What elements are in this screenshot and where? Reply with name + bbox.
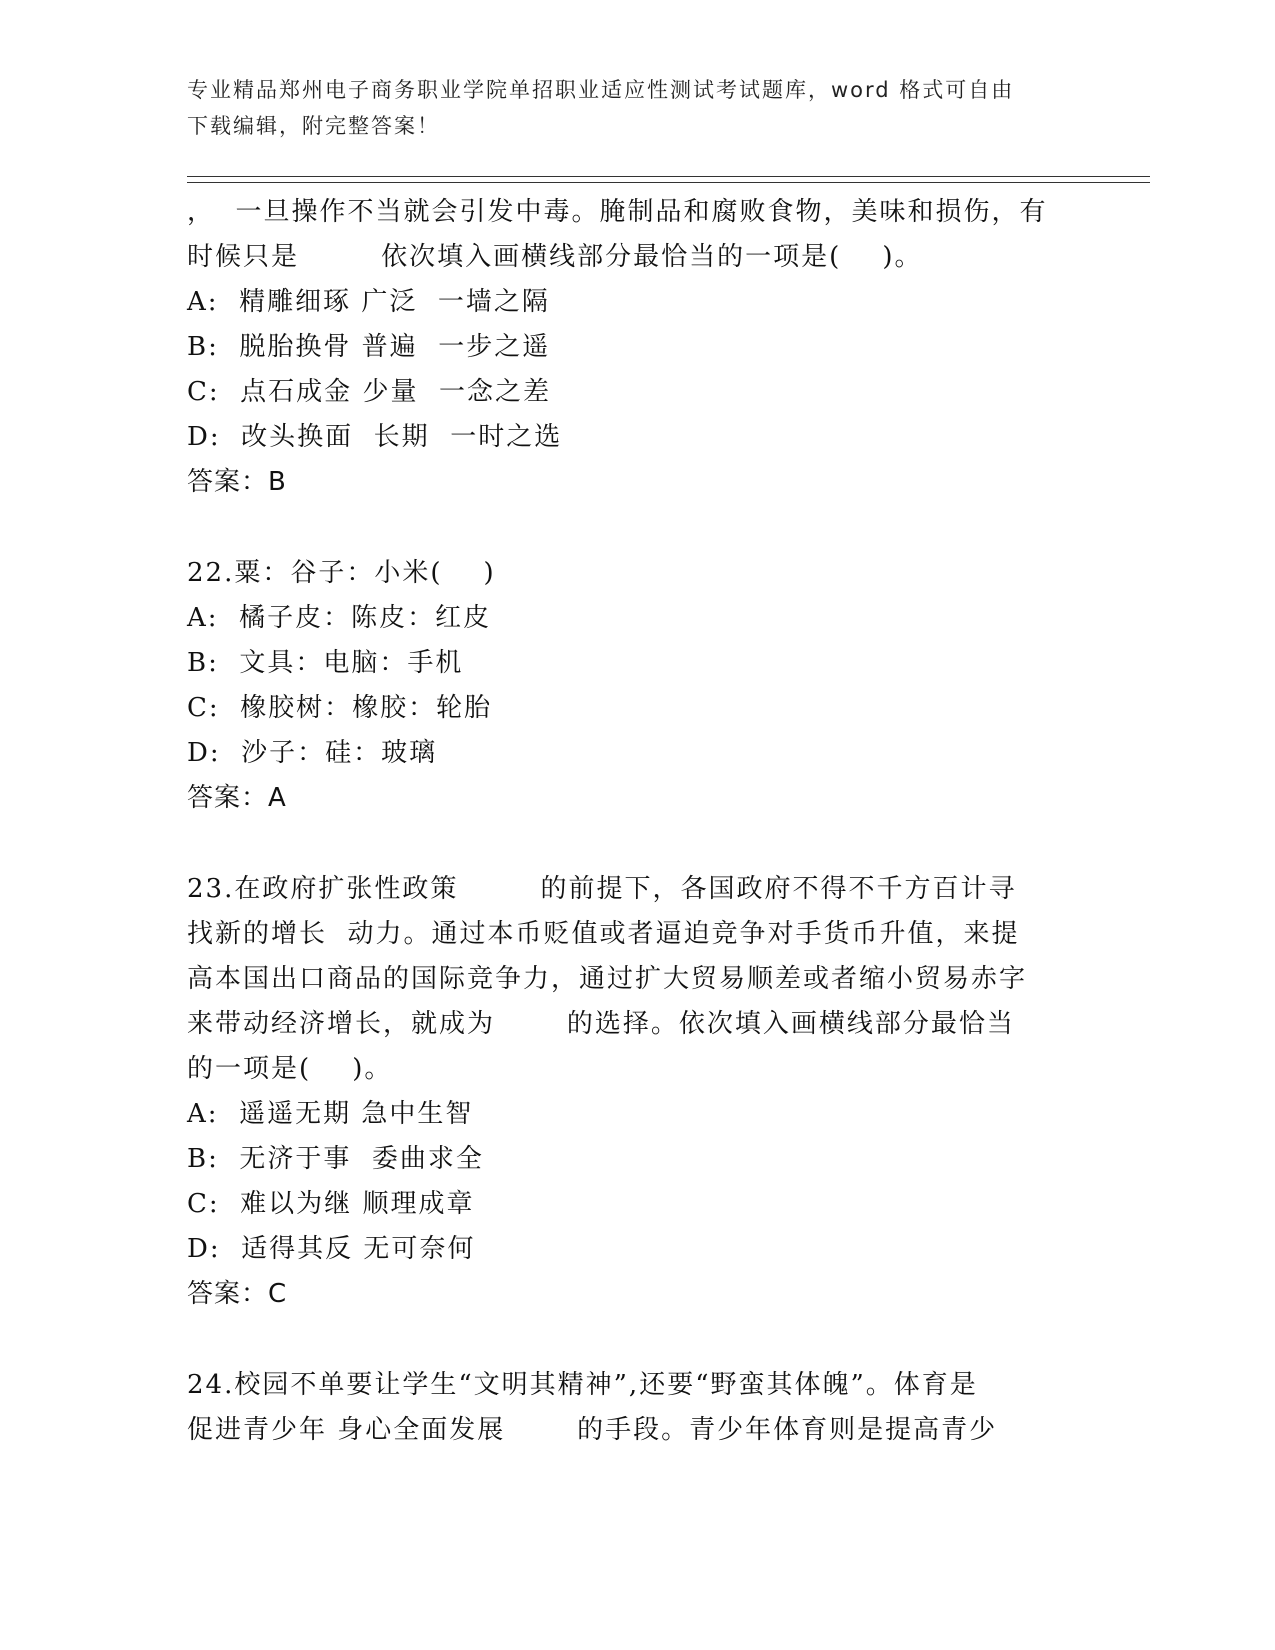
question-text-line: ， 一旦操作不当就会引发中毒。腌制品和腐败食物，美味和损伤，有 (187, 197, 1048, 227)
question-24 (187, 1363, 1087, 1453)
header-line-1: 专业精品郑州电子商务职业学院单招职业适应性测试考试题库，word 格式可自由 (187, 78, 1015, 102)
option-a: A: 遥遥无期 急中生智 (187, 1099, 474, 1129)
option-c: C: 难以为继 顺理成章 (187, 1189, 475, 1219)
option-b: B: 无济于事 委曲求全 (187, 1144, 484, 1174)
header-rule-bottom (187, 182, 1150, 183)
question-text-line: 找新的增长 动力。通过本币贬值或者逼迫竞争对手货币升值，来提 (187, 919, 1020, 949)
document-header (187, 72, 1067, 144)
question-text-line: 的一项是( )。 (187, 1054, 393, 1084)
header-line-2: 下载编辑，附完整答案！ (187, 114, 440, 138)
answer: 答案：B (187, 467, 287, 497)
question-21 (187, 190, 1087, 505)
option-c: C: 点石成金 少量 一念之差 (187, 377, 551, 407)
document-body (187, 190, 1087, 1453)
option-c: C: 橡胶树：橡胶：轮胎 (187, 693, 493, 723)
answer: 答案：C (187, 1279, 288, 1309)
question-text-line: 24.校园不单要让学生“文明其精神”,还要“野蛮其体魄”。体育是 (187, 1370, 978, 1400)
option-d: D: 适得其反 无可奈何 (187, 1234, 476, 1264)
question-text-line: 时候只是 依次填入画横线部分最恰当的一项是( )。 (187, 242, 923, 272)
option-a: A: 橘子皮：陈皮：红皮 (187, 603, 492, 633)
question-23 (187, 867, 1087, 1317)
answer: 答案：A (187, 783, 287, 813)
question-22 (187, 551, 1087, 821)
header-rule-top (187, 176, 1150, 177)
option-b: B: 文具：电脑：手机 (187, 648, 464, 678)
question-text-line: 23.在政府扩张性政策 的前提下，各国政府不得不千方百计寻 (187, 874, 1017, 904)
option-d: D: 改头换面 长期 一时之选 (187, 422, 563, 452)
option-b: B: 脱胎换骨 普遍 一步之遥 (187, 332, 551, 362)
question-text-line: 22.粟：谷子：小米( ) (187, 558, 496, 588)
option-d: D: 沙子：硅：玻璃 (187, 738, 438, 768)
option-a: A: 精雕细琢 广泛 一墙之隔 (187, 287, 550, 317)
question-text-line: 高本国出口商品的国际竞争力，通过扩大贸易顺差或者缩小贸易赤字 (187, 964, 1028, 994)
question-text-line: 促进青少年 身心全面发展 的手段。青少年体育则是提高青少 (187, 1415, 998, 1445)
question-text-line: 来带动经济增长，就成为 的选择。依次填入画横线部分最恰当 (187, 1009, 1015, 1039)
